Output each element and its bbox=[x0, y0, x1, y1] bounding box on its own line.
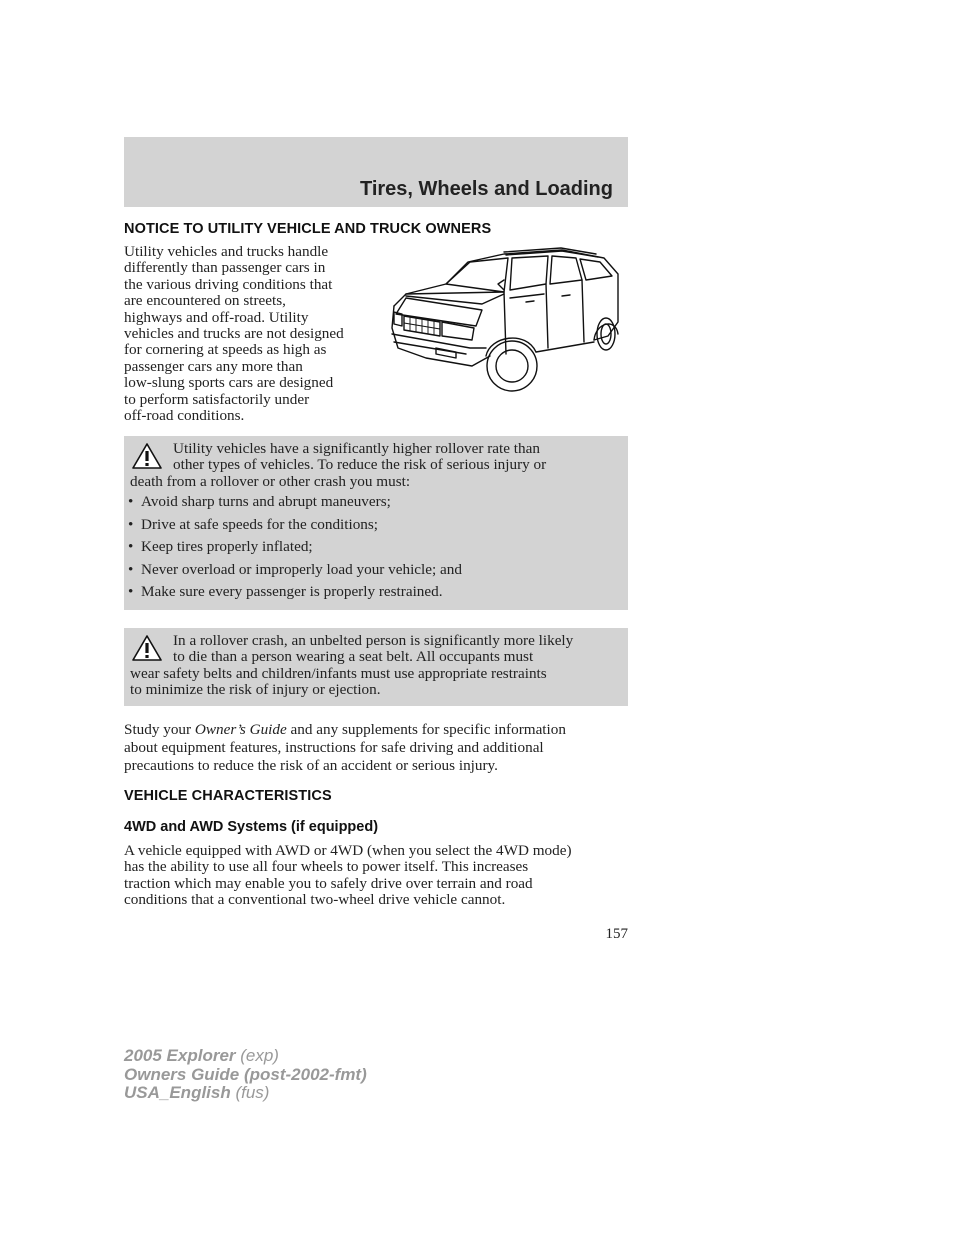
owners-guide-title: Owner’s Guide bbox=[194, 721, 287, 738]
footer-language-code: (fus) bbox=[230, 1083, 270, 1102]
intro-line: to perform satisfactorily under bbox=[124, 390, 310, 408]
chapter-title: Tires, Wheels and Loading bbox=[359, 178, 613, 200]
intro-line: are encountered on streets, bbox=[124, 292, 286, 310]
list-item: • Make sure every passenger is properly restrained. bbox=[126, 584, 626, 607]
intro-line: the various driving conditions that bbox=[124, 275, 333, 293]
study-rest: and any supplements for specific information bbox=[286, 721, 566, 738]
footer-language: USA_English bbox=[124, 1083, 231, 1102]
warning-line: wear safety belts and children/infants must use appropriate restraints bbox=[130, 664, 547, 682]
warning-line: to die than a person wearing a seat belt. All occupants must bbox=[173, 648, 534, 666]
awd-line: traction which may enable you to safely drive over terrain and road bbox=[124, 874, 533, 892]
awd-paragraph bbox=[124, 843, 634, 909]
footer-line-1 bbox=[124, 1047, 367, 1066]
warning-line: other types of vehicles. To reduce the risk of serious injury or bbox=[173, 456, 547, 474]
section-heading-vehicle-characteristics: VEHICLE CHARACTERISTICS bbox=[124, 788, 332, 804]
intro-line: for cornering at speeds as high as bbox=[124, 341, 327, 359]
chapter-header bbox=[124, 137, 628, 207]
list-item: • Drive at safe speeds for the conditions; bbox=[126, 517, 626, 540]
warning-box-rollover bbox=[124, 436, 628, 610]
warning-line: Utility vehicles have a significantly higher rollover rate than bbox=[173, 440, 540, 457]
suv-illustration bbox=[386, 244, 626, 399]
intro-line: passenger cars any more than bbox=[124, 357, 303, 375]
study-prefix: Study your bbox=[124, 721, 195, 738]
list-item: • Never overload or improperly load your vehicle; and bbox=[126, 562, 626, 585]
awd-line: A vehicle equipped with AWD or 4WD (when you select the 4WD mode) bbox=[124, 842, 572, 859]
footer-model: 2005 Explorer bbox=[124, 1046, 236, 1065]
warning-line: to minimize the risk of injury or ejection. bbox=[130, 681, 381, 699]
study-paragraph bbox=[124, 721, 634, 775]
subheading-4wd-awd: 4WD and AWD Systems (if equipped) bbox=[124, 819, 379, 835]
awd-line: conditions that a conventional two-wheel drive vehicle cannot. bbox=[124, 891, 506, 909]
intro-line: highways and off-road. Utility bbox=[124, 308, 309, 326]
footer-line-3 bbox=[124, 1084, 367, 1103]
list-item: • Keep tires properly inflated; bbox=[126, 539, 626, 562]
study-line-3: precautions to reduce the risk of an accident or serious injury. bbox=[124, 757, 498, 774]
awd-line: has the ability to use all four wheels to power itself. This increases bbox=[124, 858, 529, 876]
warning-text bbox=[130, 633, 624, 699]
warning-line: death from a rollover or other crash you must: bbox=[130, 472, 411, 490]
intro-line: Utility vehicles and trucks handle bbox=[124, 243, 329, 260]
list-item: • Avoid sharp turns and abrupt maneuvers; bbox=[126, 494, 626, 517]
study-line-1 bbox=[124, 721, 634, 739]
warning-bullet-list bbox=[126, 494, 626, 607]
document-footer bbox=[124, 1047, 367, 1103]
footer-line-2 bbox=[124, 1066, 367, 1085]
study-line-2: about equipment features, instructions for safe driving and additional bbox=[124, 739, 544, 756]
intro-line: off-road conditions. bbox=[124, 407, 245, 425]
warning-box-seatbelt bbox=[124, 628, 628, 706]
intro-line: low-slung sports cars are designed bbox=[124, 374, 334, 392]
intro-line: vehicles and trucks are not designed bbox=[124, 325, 344, 343]
intro-line: differently than passenger cars in bbox=[124, 259, 326, 277]
warning-line: In a rollover crash, an unbelted person is significantly more likely bbox=[173, 632, 574, 649]
section-heading-utility-notice: NOTICE TO UTILITY VEHICLE AND TRUCK OWNERS bbox=[124, 221, 492, 237]
page-number: 157 bbox=[605, 926, 628, 942]
footer-model-code: (exp) bbox=[235, 1046, 279, 1065]
warning-text bbox=[130, 441, 624, 490]
intro-paragraph bbox=[124, 244, 379, 424]
footer-guide: Owners Guide (post-2002-fmt) bbox=[124, 1064, 367, 1084]
